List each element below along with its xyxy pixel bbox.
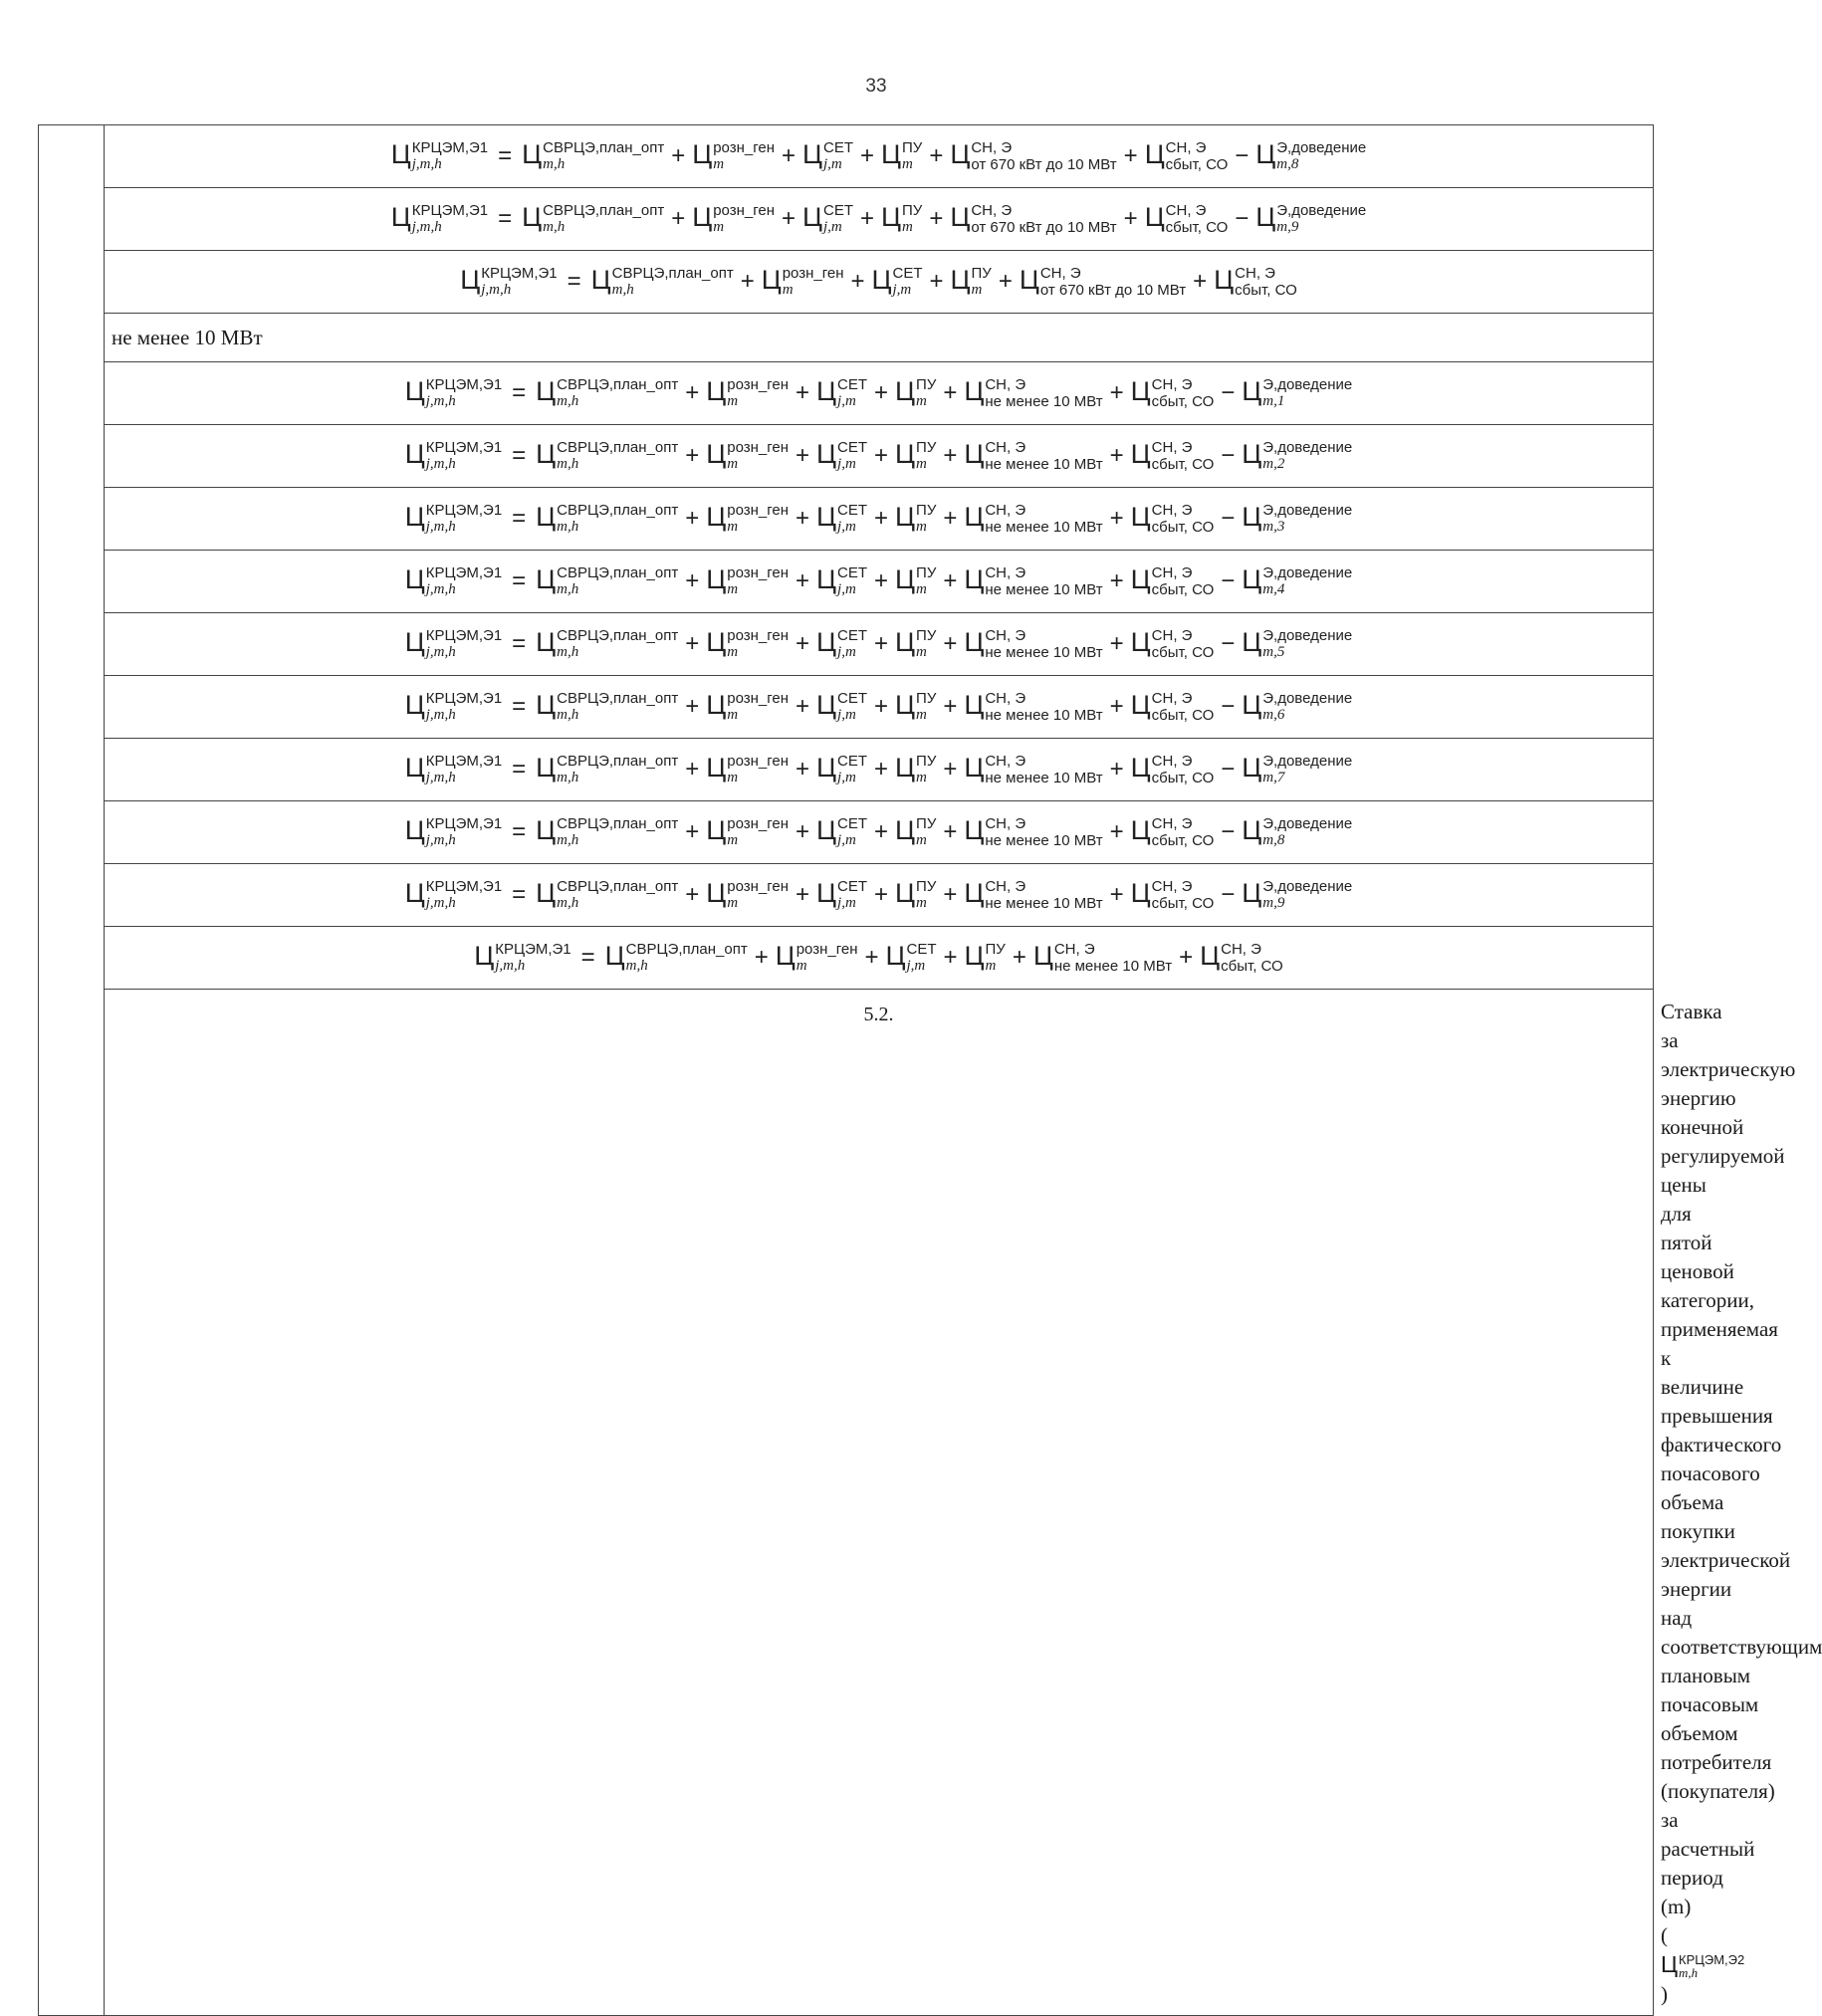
price-symbol: Ц СН, Э от 670 кВт до 10 МВт	[950, 201, 1117, 236]
price-symbol: Ц СЕТ j,m	[885, 940, 937, 974]
price-symbol: Ц розн_ген m	[706, 501, 790, 535]
price-symbol: Ц СВРЦЭ,план_опт m,h	[536, 563, 679, 597]
operator: =	[512, 379, 527, 406]
price-symbol: Ц КРЦЭМ,Э1 j,m,h	[474, 940, 571, 974]
operator: +	[943, 818, 958, 845]
operator: +	[943, 756, 958, 783]
price-symbol: Ц ПУ m	[964, 940, 1006, 974]
operator: +	[671, 142, 686, 169]
formula-row	[39, 188, 1654, 251]
formula-row	[39, 927, 1654, 990]
price-symbol: Ц ПУ m	[895, 563, 937, 597]
operator: −	[1221, 693, 1236, 720]
operator: +	[850, 268, 865, 295]
price-symbol: Ц ПУ m	[895, 877, 937, 911]
formula-row	[39, 864, 1654, 927]
operator: =	[498, 205, 513, 232]
operator: −	[1235, 205, 1250, 232]
operator: +	[874, 567, 889, 594]
operator: −	[1221, 567, 1236, 594]
price-symbol: Ц СН, Э от 670 кВт до 10 МВт	[950, 138, 1117, 173]
operator: =	[512, 756, 527, 783]
price-symbol: Ц КРЦЭМ,Э1 j,m,h	[460, 264, 558, 298]
operator: −	[1221, 881, 1236, 908]
formula-row	[39, 613, 1654, 676]
operator: +	[1193, 268, 1208, 295]
price-formula	[460, 265, 1297, 299]
operator: +	[685, 818, 700, 845]
operator: +	[671, 205, 686, 232]
operator: =	[580, 944, 595, 971]
price-symbol: Ц СН, Э сбыт, СО	[1130, 689, 1215, 724]
price-formula	[405, 502, 1352, 536]
price-symbol: Ц КРЦЭМ,Э1 j,m,h	[404, 752, 503, 785]
operator: +	[860, 205, 875, 232]
price-symbol: Ц ПУ m	[895, 375, 937, 409]
formula-row	[39, 801, 1654, 864]
price-symbol: Ц розн_ген m	[706, 438, 790, 472]
price-symbol: Ц СВРЦЭ,план_опт m,h	[536, 375, 679, 409]
price-symbol: Ц СВРЦЭ,план_опт m,h	[590, 264, 734, 298]
price-symbol: Ц СН, Э не менее 10 МВт	[964, 501, 1103, 536]
price-formula	[405, 753, 1352, 786]
price-symbol: Ц СЕТ j,m	[871, 264, 923, 298]
operator: +	[860, 142, 875, 169]
price-symbol: Ц Э,доведение m,7	[1242, 752, 1353, 785]
price-symbol: Ц СВРЦЭ,план_опт m,h	[536, 814, 679, 848]
price-symbol: Ц СВРЦЭ,план_опт m,h	[536, 752, 679, 785]
operator: +	[685, 567, 700, 594]
operator: +	[685, 756, 700, 783]
price-symbol: Ц розн_ген m	[692, 201, 776, 235]
price-symbol: Ц КРЦЭМ,Э1 j,m,h	[404, 626, 503, 660]
price-symbol: Ц КРЦЭМ,Э1 j,m,h	[390, 201, 489, 235]
price-symbol: Ц розн_ген m	[706, 814, 790, 848]
price-formula	[405, 439, 1352, 473]
operator: +	[685, 505, 700, 532]
price-symbol: Ц СВРЦЭ,план_опт m,h	[536, 438, 679, 472]
formula-row	[39, 551, 1654, 613]
operator: +	[929, 205, 944, 232]
operator: +	[1109, 630, 1124, 657]
price-symbol: Ц СЕТ j,m	[816, 689, 868, 723]
operator: +	[796, 881, 810, 908]
price-symbol: Ц розн_ген m	[706, 626, 790, 660]
operator: −	[1221, 505, 1236, 532]
price-symbol: Ц Э,доведение m,1	[1242, 375, 1353, 409]
price-symbol: Ц СН, Э сбыт, СО	[1200, 940, 1283, 975]
price-symbol: Ц ПУ m	[881, 201, 923, 235]
operator: =	[498, 142, 513, 169]
operator: +	[1109, 379, 1124, 406]
price-symbol: Ц СН, Э не менее 10 МВт	[964, 438, 1103, 473]
operator: +	[685, 442, 700, 469]
price-symbol: Ц СН, Э сбыт, СО	[1130, 438, 1215, 473]
operator: +	[943, 505, 958, 532]
price-symbol: Ц КРЦЭМ,Э1 j,m,h	[404, 563, 503, 597]
price-symbol: Ц СЕТ j,m	[816, 501, 868, 535]
formula-row	[39, 362, 1654, 425]
price-formula	[405, 564, 1352, 598]
operator: =	[512, 505, 527, 532]
price-symbol: Ц СЕТ j,m	[816, 438, 868, 472]
price-formula	[405, 815, 1352, 849]
operator: +	[1109, 567, 1124, 594]
price-symbol: Ц КРЦЭМ,Э1 j,m,h	[390, 138, 489, 172]
price-symbol: Ц розн_ген m	[706, 563, 790, 597]
price-symbol: Ц СН, Э не менее 10 МВт	[964, 752, 1103, 786]
price-symbol: Ц Э,доведение m,8	[1255, 138, 1367, 172]
price-symbol: Ц розн_ген m	[692, 138, 776, 172]
operator: +	[796, 630, 810, 657]
operator: +	[796, 442, 810, 469]
operator: +	[1123, 142, 1138, 169]
price-symbol: Ц КРЦЭМ,Э1 j,m,h	[404, 877, 503, 911]
price-symbol: Ц ПУ m	[895, 752, 937, 785]
operator: −	[1221, 818, 1236, 845]
formula-row	[39, 488, 1654, 551]
price-symbol: Ц СН, Э сбыт, СО	[1130, 563, 1215, 598]
price-symbol: Ц СВРЦЭ,план_опт m,h	[536, 877, 679, 911]
item-text-end: )	[1661, 1982, 1668, 2006]
price-symbol: Ц Э,доведение m,4	[1242, 563, 1353, 597]
price-symbol: Ц СН, Э сбыт, СО	[1130, 814, 1215, 849]
operator: +	[943, 379, 958, 406]
operator: =	[512, 693, 527, 720]
operator: =	[567, 268, 581, 295]
price-symbol: Ц розн_ген m	[775, 940, 858, 974]
operator: +	[1123, 205, 1138, 232]
operator: +	[943, 693, 958, 720]
price-symbol: Ц СЕТ j,m	[802, 138, 854, 172]
price-symbol: Ц ПУ m	[895, 626, 937, 660]
price-symbol: Ц СН, Э не менее 10 МВт	[964, 375, 1103, 410]
formula-row	[39, 676, 1654, 739]
operator: +	[685, 881, 700, 908]
operator: +	[943, 881, 958, 908]
operator: +	[874, 630, 889, 657]
price-formula	[405, 376, 1352, 410]
section-row	[39, 314, 1654, 362]
operator: +	[864, 944, 879, 971]
operator: +	[796, 505, 810, 532]
price-symbol: Ц розн_ген m	[706, 752, 790, 785]
price-symbol: Ц КРЦЭМ,Э1 j,m,h	[404, 438, 503, 472]
operator: +	[1179, 944, 1194, 971]
price-symbol: Ц СВРЦЭ,план_опт m,h	[522, 201, 665, 235]
operator: +	[1109, 756, 1124, 783]
operator: +	[740, 268, 755, 295]
price-formula	[474, 941, 1282, 975]
number-cell-blank	[39, 125, 105, 2016]
operator: =	[512, 567, 527, 594]
operator: −	[1221, 442, 1236, 469]
price-symbol: Ц розн_ген m	[706, 689, 790, 723]
price-symbol: Ц Э,доведение m,9	[1242, 877, 1353, 911]
operator: +	[874, 756, 889, 783]
operator: =	[512, 881, 527, 908]
operator: +	[796, 567, 810, 594]
operator: +	[874, 442, 889, 469]
operator: +	[998, 268, 1013, 295]
price-symbol: Ц СН, Э сбыт, СО	[1130, 626, 1215, 661]
price-symbol: Ц розн_ген m	[706, 877, 790, 911]
price-symbol: Ц СН, Э сбыт, СО	[1130, 375, 1215, 410]
price-symbol: Ц розн_ген m	[761, 264, 844, 298]
operator: +	[874, 693, 889, 720]
price-symbol: Ц СЕТ j,m	[816, 877, 868, 911]
price-formula	[405, 878, 1352, 912]
operator: +	[874, 505, 889, 532]
price-symbol: Ц Э,доведение m,8	[1242, 814, 1353, 848]
price-symbol: Ц СВРЦЭ,план_опт m,h	[536, 689, 679, 723]
price-symbol: Ц СН, Э от 670 кВт до 10 МВт	[1019, 264, 1187, 299]
price-symbol: Ц СН, Э не менее 10 МВт	[964, 689, 1103, 724]
price-symbol: Ц КРЦЭМ,Э1 j,m,h	[404, 501, 503, 535]
operator: +	[929, 268, 944, 295]
operator: +	[796, 379, 810, 406]
item-symbol: Ц КРЦЭМ,Э2 m,h	[1661, 1951, 1745, 1980]
price-symbol: Ц СЕТ j,m	[816, 626, 868, 660]
tariff-formula-table	[38, 124, 1822, 2016]
operator: +	[685, 379, 700, 406]
price-symbol: Ц КРЦЭМ,Э1 j,m,h	[404, 375, 503, 409]
price-symbol: Ц Э,доведение m,3	[1242, 501, 1353, 535]
operator: +	[1109, 881, 1124, 908]
formula-row	[39, 125, 1654, 188]
price-formula	[405, 690, 1352, 724]
price-symbol: Ц СЕТ j,m	[802, 201, 854, 235]
operator: +	[1012, 944, 1026, 971]
operator: +	[1109, 505, 1124, 532]
price-symbol: Ц СВРЦЭ,план_опт m,h	[522, 138, 665, 172]
price-symbol: Ц СЕТ j,m	[816, 375, 868, 409]
price-symbol: Ц ПУ m	[895, 438, 937, 472]
formula-row	[39, 739, 1654, 801]
price-symbol: Ц ПУ m	[881, 138, 923, 172]
price-symbol: Ц СН, Э сбыт, СО	[1130, 501, 1215, 536]
operator: −	[1221, 379, 1236, 406]
price-symbol: Ц СВРЦЭ,план_опт m,h	[604, 940, 748, 974]
price-symbol: Ц ПУ m	[895, 814, 937, 848]
price-symbol: Ц ПУ m	[895, 689, 937, 723]
operator: =	[512, 818, 527, 845]
operator: +	[796, 693, 810, 720]
operator: +	[782, 142, 797, 169]
price-symbol: Ц СВРЦЭ,план_опт m,h	[536, 501, 679, 535]
operator: +	[782, 205, 797, 232]
operator: +	[943, 442, 958, 469]
price-symbol: Ц СЕТ j,m	[816, 752, 868, 785]
price-symbol: Ц розн_ген m	[706, 375, 790, 409]
price-symbol: Ц СН, Э не менее 10 МВт	[964, 814, 1103, 849]
price-symbol: Ц КРЦЭМ,Э1 j,m,h	[404, 814, 503, 848]
item-row	[39, 990, 1654, 2016]
price-symbol: Ц СН, Э не менее 10 МВт	[964, 563, 1103, 598]
price-symbol: Ц Э,доведение m,6	[1242, 689, 1353, 723]
price-formula	[405, 627, 1352, 661]
price-symbol: Ц Э,доведение m,9	[1255, 201, 1367, 235]
operator: +	[874, 818, 889, 845]
section-label: не менее 10 МВт	[105, 314, 1654, 362]
price-symbol: Ц СН, Э сбыт, СО	[1144, 201, 1229, 236]
page-number: 33	[865, 76, 887, 97]
price-formula	[391, 139, 1366, 173]
operator: −	[1221, 630, 1236, 657]
operator: +	[1109, 818, 1124, 845]
operator: +	[874, 379, 889, 406]
operator: +	[796, 818, 810, 845]
price-symbol: Ц СН, Э не менее 10 МВт	[1032, 940, 1173, 975]
price-symbol: Ц ПУ m	[895, 501, 937, 535]
operator: =	[512, 442, 527, 469]
price-symbol: Ц ПУ m	[950, 264, 992, 298]
operator: +	[685, 693, 700, 720]
price-formula	[391, 202, 1366, 236]
operator: −	[1235, 142, 1250, 169]
operator: +	[1109, 442, 1124, 469]
price-symbol: Ц СЕТ j,m	[816, 563, 868, 597]
price-symbol: Ц СН, Э сбыт, СО	[1214, 264, 1297, 299]
formula-row	[39, 425, 1654, 488]
operator: +	[796, 756, 810, 783]
price-symbol: Ц КРЦЭМ,Э1 j,m,h	[404, 689, 503, 723]
operator: +	[943, 567, 958, 594]
price-symbol: Ц СН, Э не менее 10 МВт	[964, 626, 1103, 661]
price-symbol: Ц СВРЦЭ,план_опт m,h	[536, 626, 679, 660]
operator: +	[685, 630, 700, 657]
operator: +	[929, 142, 944, 169]
item-text: Ставка за электрическую энергию конечной регулируемой цены для пятой ценовой категории, применяемая к величине превышения фактического почасового объема покупки электрической энергии над соответствующим плановым почасовым объемом потребителя (покупателя) за расчетный период (m) (	[1661, 1000, 1822, 1947]
operator: +	[943, 944, 958, 971]
price-symbol: Ц СН, Э сбыт, СО	[1130, 877, 1215, 912]
operator: −	[1221, 756, 1236, 783]
price-symbol: Ц Э,доведение m,2	[1242, 438, 1353, 472]
price-symbol: Ц СЕТ j,m	[816, 814, 868, 848]
operator: +	[874, 881, 889, 908]
operator: +	[1109, 693, 1124, 720]
formula-row	[39, 251, 1654, 314]
price-symbol: Ц СН, Э сбыт, СО	[1144, 138, 1229, 173]
operator: +	[943, 630, 958, 657]
operator: =	[512, 630, 527, 657]
operator: +	[754, 944, 769, 971]
price-symbol: Ц Э,доведение m,5	[1242, 626, 1353, 660]
item-number: 5.2.	[105, 990, 1654, 2016]
price-symbol: Ц СН, Э сбыт, СО	[1130, 752, 1215, 786]
price-symbol: Ц СН, Э не менее 10 МВт	[964, 877, 1103, 912]
